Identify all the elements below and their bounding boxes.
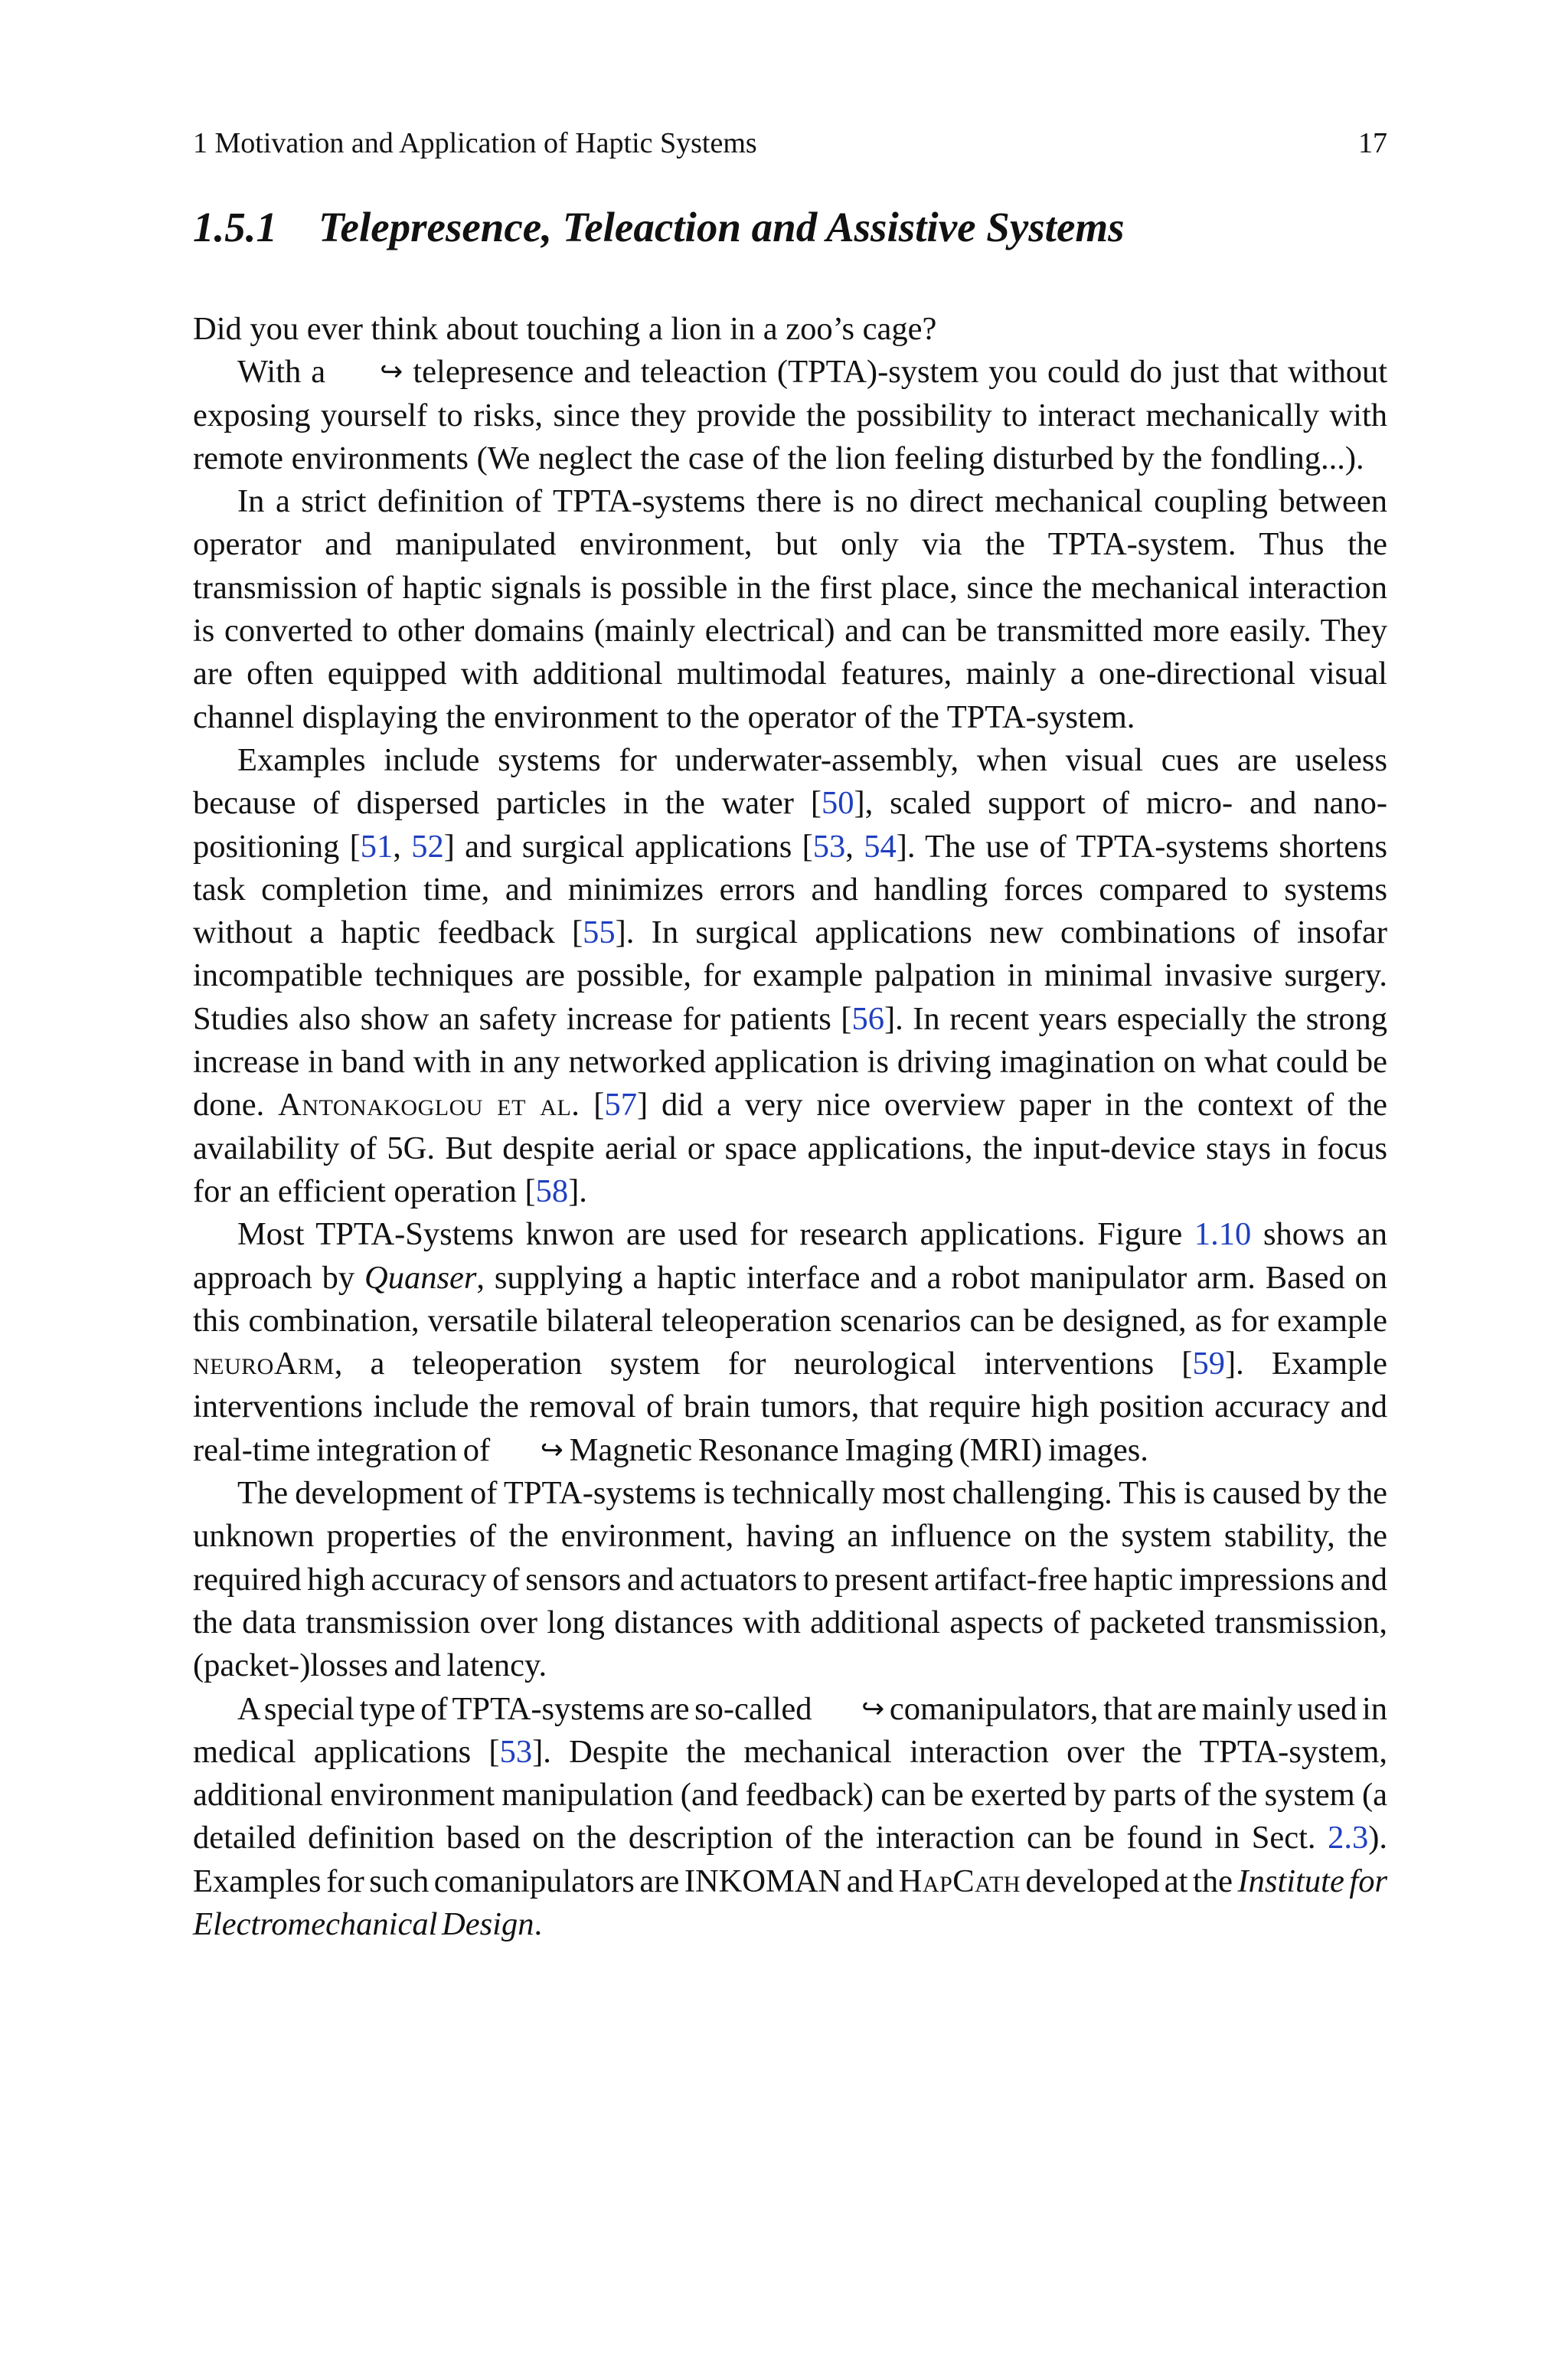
paragraph-4: Examples include systems for underwater-assembly, when visual cues are useless because of dispersed particles in the water [50], scaled support of micro- and nano-positioning [51, 52] and surgical applications [53, 54]. The use of TPTA-systems shortens task completion time, and minimizes errors and handling forces compared to systems without a haptic feedback [55]. In surgical applications new combinations of insofar incompatible techniques are possible, for example palpation in minimal invasive surgery. Studies also show an safety increase for patients [56]. In recent years especially the strong increase in band with in any networked application is driving imagination on what could be done. Antonakoglou et al. [57] did a very nice overview paper in the context of the availability of 5G. But despite aerial or space applications, the input-device stays in focus for an efficient operation [58]. (193, 741, 1387, 1209)
cross-reference-arrow-icon: ↪ (540, 1434, 564, 1466)
citation-link[interactable]: 54 (864, 828, 897, 865)
company-name: Quanser (364, 1259, 477, 1296)
institute-name: Institute for Electromechanical Design (193, 1863, 1387, 1942)
cross-reference-arrow-icon: ↪ (861, 1693, 885, 1725)
paragraph-2: With a ↪ telepresence and teleaction (TPTA)-system you could do just that without exposing yourself to risks, since they provide the possibility to interact mechanically with remote environments (We neglect the case of the lion feeling disturbed by the fondling...). (193, 354, 1388, 476)
citation-link[interactable]: 53 (499, 1733, 533, 1770)
paragraph-7: A special type of TPTA-systems are so-called ↪ comanipulators, that are mainly used in medical applications [53]. Despite the mechanical interaction over the TPTA-system, additional environment manipulation (and feedback) can be exerted by parts of the system (a detailed definition based on the description of the interaction can be found in Sect. 2.3). Examples for such comanipulators are INKOMAN and HapCath developed at the Institute for Electromechanical Design. (193, 1690, 1388, 1942)
citation-link[interactable]: 58 (535, 1173, 569, 1209)
paragraph-3: In a strict definition of TPTA-systems there is no direct mechanical coupling between operator and manipulated environment, but only via the TPTA-system. Thus the transmission of haptic signals is possible in the first place, since the mechanical interaction is converted to other domains (mainly electrical) and can be transmitted more easily. They are often equipped with additional multimodal features, mainly a one-directional visual channel displaying the environment to the operator of the TPTA-system. (193, 483, 1387, 735)
body-text (193, 308, 1387, 1946)
system-name: HapCath (898, 1863, 1021, 1899)
section-title-text: Telepresence, Teleaction and Assistive Systems (318, 204, 1125, 250)
system-name: neuroArm (193, 1346, 335, 1382)
chapter-heading: 1 Motivation and Application of Haptic Systems (193, 127, 757, 159)
citation-link[interactable]: 50 (821, 785, 854, 822)
citation-link[interactable]: 57 (604, 1087, 637, 1124)
citation-link[interactable]: 53 (812, 828, 846, 865)
author-name: Antonakoglou et al. (278, 1087, 580, 1124)
running-header (193, 124, 1387, 162)
citation-link[interactable]: 51 (360, 828, 394, 865)
section-heading (193, 201, 1387, 254)
citation-link[interactable]: 56 (851, 1000, 884, 1037)
cross-reference-arrow-icon: ↪ (380, 356, 403, 388)
figure-link[interactable]: 1.10 (1194, 1216, 1252, 1253)
section-number: 1.5.1 (193, 204, 277, 250)
page-number: 17 (1358, 127, 1387, 159)
paragraph-6: The development of TPTA-systems is technically most challenging. This is caused by the unknown properties of the environment, having an influence on the system stability, the required high accuracy of sensors and actuators to present artifact-free haptic impressions and the data transmission over long distances with additional aspects of packeted transmission, (packet-)losses and latency. (193, 1475, 1387, 1684)
paragraph-5: Most TPTA-Systems knwon are used for research applications. Figure 1.10 shows an approach by Quanser, supplying a haptic interface and a robot manipulator arm. Based on this combination, versatile bilateral teleoperation scenarios can be designed, as for example neuroArm, a teleoperation system for neurological interventions [59]. Example interventions include the removal of brain tumors, that require high position accuracy and real-time integration of ↪ Magnetic Resonance Imaging (MRI) images. (193, 1216, 1387, 1468)
paragraph-1: Did you ever think about touching a lion in a zoo’s cage? (193, 311, 937, 347)
citation-link[interactable]: 55 (583, 914, 616, 951)
citation-link[interactable]: 59 (1192, 1346, 1225, 1382)
section-link[interactable]: 2.3 (1328, 1820, 1369, 1856)
citation-link[interactable]: 52 (411, 828, 444, 865)
